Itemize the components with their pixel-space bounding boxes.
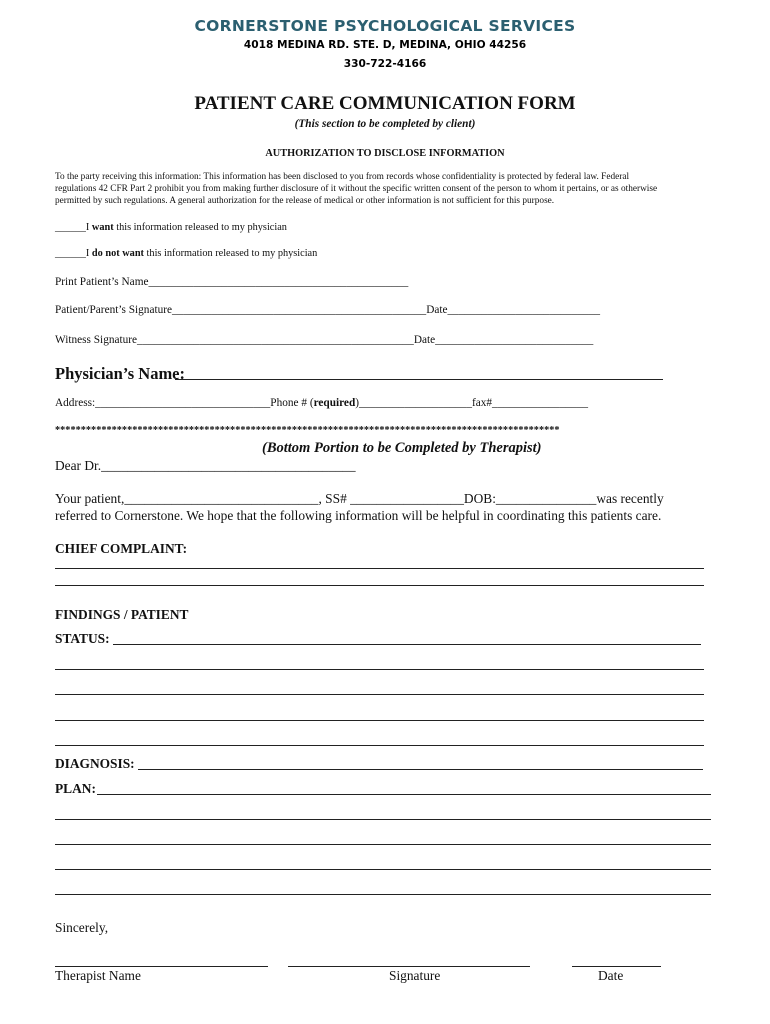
plan-label: PLAN: — [55, 781, 96, 796]
section-separator: ************************************************************************************************** — [55, 425, 560, 436]
therapist-name-line[interactable] — [55, 966, 268, 967]
diagnosis-line[interactable] — [138, 769, 703, 770]
option-dont-bold: do not want — [91, 248, 144, 259]
status-line-4[interactable] — [55, 745, 704, 746]
option-dont-blank: ______I — [55, 248, 92, 259]
physician-address-row[interactable] — [55, 397, 588, 409]
findings-label: FINDINGS / PATIENT — [55, 607, 189, 622]
form-title: PATIENT CARE COMMUNICATION FORM — [194, 93, 576, 114]
chief-complaint-line-1[interactable] — [55, 568, 704, 569]
option-want-text: this information released to my physician — [113, 222, 287, 233]
disclosure-line-2: regulations 42 CFR Part 2 prohibit you from making further disclosure of it without the specific written consent of the person to whom it pertains, or as otherwise — [55, 184, 658, 194]
signature-label: Signature — [389, 968, 441, 983]
plan-line-0[interactable] — [97, 794, 711, 795]
plan-line-1[interactable] — [55, 819, 711, 820]
status-line-0[interactable] — [113, 644, 701, 645]
therapist-name-label: Therapist Name — [55, 968, 141, 983]
option-do-not-want[interactable] — [55, 248, 317, 259]
plan-line-4[interactable] — [55, 894, 711, 895]
phone-label: Phone # ( — [270, 397, 314, 409]
plan-line-2[interactable] — [55, 844, 711, 845]
phone-close: ) — [355, 397, 359, 409]
org-phone: 330-722-4166 — [343, 58, 427, 70]
signature-line[interactable] — [288, 966, 530, 967]
fax-label: fax# — [471, 397, 493, 409]
diagnosis-label: DIAGNOSIS: — [55, 756, 135, 771]
plan-line-3[interactable] — [55, 869, 711, 870]
auth-heading: AUTHORIZATION TO DISCLOSE INFORMATION — [265, 148, 505, 159]
fax-blank[interactable]: _________________ — [492, 397, 589, 409]
option-want[interactable] — [55, 222, 287, 233]
chief-complaint-label: CHIEF COMPLAINT: — [55, 541, 188, 556]
therapist-heading: (Bottom Portion to be Completed by Therapist) — [262, 440, 542, 456]
disclosure-line-3: permitted by such regulations. A general authorization for the release of medical or other information is not sufficient for this purpose. — [55, 196, 555, 206]
status-line-2[interactable] — [55, 694, 704, 695]
option-want-bold: want — [91, 222, 114, 233]
physician-name-line[interactable] — [175, 379, 663, 380]
org-name: CORNERSTONE PSYCHOLOGICAL SERVICES — [194, 17, 576, 35]
option-dont-text: this information released to my physician — [143, 248, 318, 259]
address-blank[interactable]: _______________________________ — [95, 397, 271, 409]
status-line-3[interactable] — [55, 720, 704, 721]
address-label: Address: — [55, 397, 96, 409]
status-label: STATUS: — [55, 631, 110, 646]
sincerely-text: Sincerely, — [55, 920, 109, 935]
date-line[interactable] — [572, 966, 661, 967]
patient-name-field[interactable]: Print Patient’s Name______________________________________________ — [55, 276, 409, 288]
dear-doctor-line[interactable]: Dear Dr.______________________________________ — [55, 458, 356, 473]
form-subtitle: (This section to be completed by client) — [294, 118, 476, 130]
chief-complaint-line-2[interactable] — [55, 585, 704, 586]
disclosure-line-1: To the party receiving this information: This information has been disclosed to you from records whose confidentiality is protected by federal law. Federal — [55, 172, 630, 182]
option-want-blank: ______I — [55, 222, 92, 233]
patient-signature-field[interactable]: Patient/Parent’s Signature_____________________________________________Date___________________________ — [55, 304, 601, 316]
patient-info-line-1[interactable]: Your patient,_____________________________, SS# _________________DOB:_______________was recently — [55, 491, 664, 506]
date-label: Date — [598, 968, 624, 983]
witness-signature-field[interactable]: Witness Signature_________________________________________________Date____________________________ — [55, 334, 594, 346]
patient-info-line-2: referred to Cornerstone. We hope that the following information will be helpful in coordinating this patients care. — [55, 508, 662, 523]
phone-required: required — [313, 397, 356, 409]
phone-blank[interactable]: ____________________ — [359, 397, 472, 409]
physician-name-label: Physician’s Name: — [55, 364, 186, 383]
status-line-1[interactable] — [55, 669, 704, 670]
org-address: 4018 MEDINA RD. STE. D, MEDINA, OHIO 44256 — [243, 39, 527, 51]
